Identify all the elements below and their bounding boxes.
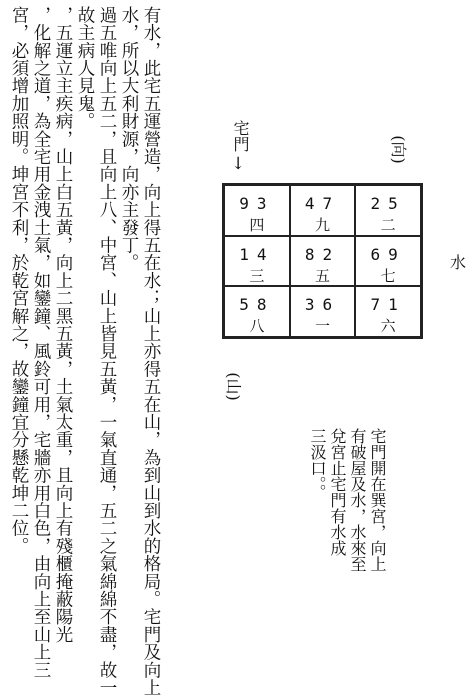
grid-cell-se bbox=[355, 286, 421, 337]
grid-cell-w bbox=[224, 236, 290, 287]
cell-star: 五 bbox=[314, 266, 330, 285]
flying-star-grid bbox=[222, 183, 423, 339]
text-column-7: 宮，必須增加照明。坤宮不利，於乾宮解之，故鑾鐘宜分懸乾坤二位。 bbox=[9, 6, 29, 555]
text-column-6: ，化解之道，為全宅用金洩土氣，如鑾鐘、風鈴可用，宅牆亦用白色，由向上至山上三 bbox=[31, 6, 51, 679]
cell-star: 九 bbox=[314, 216, 330, 234]
text-column-2: 水，所以大利財源，向亦主發丁。 bbox=[119, 6, 139, 272]
cell-star: 七 bbox=[380, 266, 396, 285]
text-column-5: ，五運立主疾病，山上白五黃，向上二黑五黃，土氣太重，且向上有殘櫃掩蔽陽光 bbox=[53, 6, 73, 644]
cell-star: 一 bbox=[314, 317, 330, 336]
cell-star: 六 bbox=[380, 317, 396, 336]
cell-star: 二 bbox=[380, 216, 396, 234]
grid-cell-sw bbox=[224, 286, 290, 337]
cell-numbers: 25 bbox=[370, 194, 406, 213]
text-column-4: 故主病人見鬼。 bbox=[75, 6, 95, 130]
grid-cell-center bbox=[290, 236, 356, 287]
cell-numbers: 58 bbox=[239, 295, 275, 315]
water-label: 水 bbox=[450, 253, 467, 272]
cell-star: 三 bbox=[249, 266, 265, 285]
grid-cell-n bbox=[290, 185, 356, 236]
caption-column-1: 宅門開在巽宮，向上 bbox=[368, 428, 387, 572]
grid-cell-e bbox=[355, 236, 421, 287]
cell-star: 四 bbox=[249, 216, 265, 234]
text-column-3: 過五唯向上五二，且向上八、中宮、山上皆見五黃，一氣直通，五二之氣綿綿不盡，故一 bbox=[97, 6, 117, 696]
text-column-1: 有水，此宅五運營造，向上得五在水；山上亦得五在山，為到山到水的格局。宅門及向上 bbox=[141, 6, 161, 696]
caption-column-4: 三汲口。。 bbox=[308, 428, 327, 500]
cell-numbers: 93 bbox=[239, 194, 275, 213]
cell-numbers: 71 bbox=[370, 295, 406, 315]
cell-numbers: 47 bbox=[304, 194, 341, 213]
grid-cell-nw bbox=[224, 185, 290, 236]
cell-numbers: 69 bbox=[370, 244, 406, 264]
cell-star: 八 bbox=[249, 317, 265, 336]
caption-column-3: 兌宮止宅門有水成 bbox=[328, 428, 347, 556]
cell-numbers: 36 bbox=[304, 295, 341, 315]
cell-numbers: 82 bbox=[304, 244, 341, 264]
facing-label: (向) bbox=[388, 135, 408, 164]
door-label: 宅門 bbox=[231, 120, 250, 152]
mountain-label: (山) bbox=[223, 372, 243, 401]
grid-cell-s bbox=[290, 286, 356, 337]
arrow-down-icon: ↓ bbox=[231, 154, 246, 174]
caption-column-2: 有破屋及水，水來至 bbox=[348, 428, 367, 572]
cell-numbers: 14 bbox=[239, 244, 275, 264]
grid-cell-ne bbox=[355, 185, 421, 236]
